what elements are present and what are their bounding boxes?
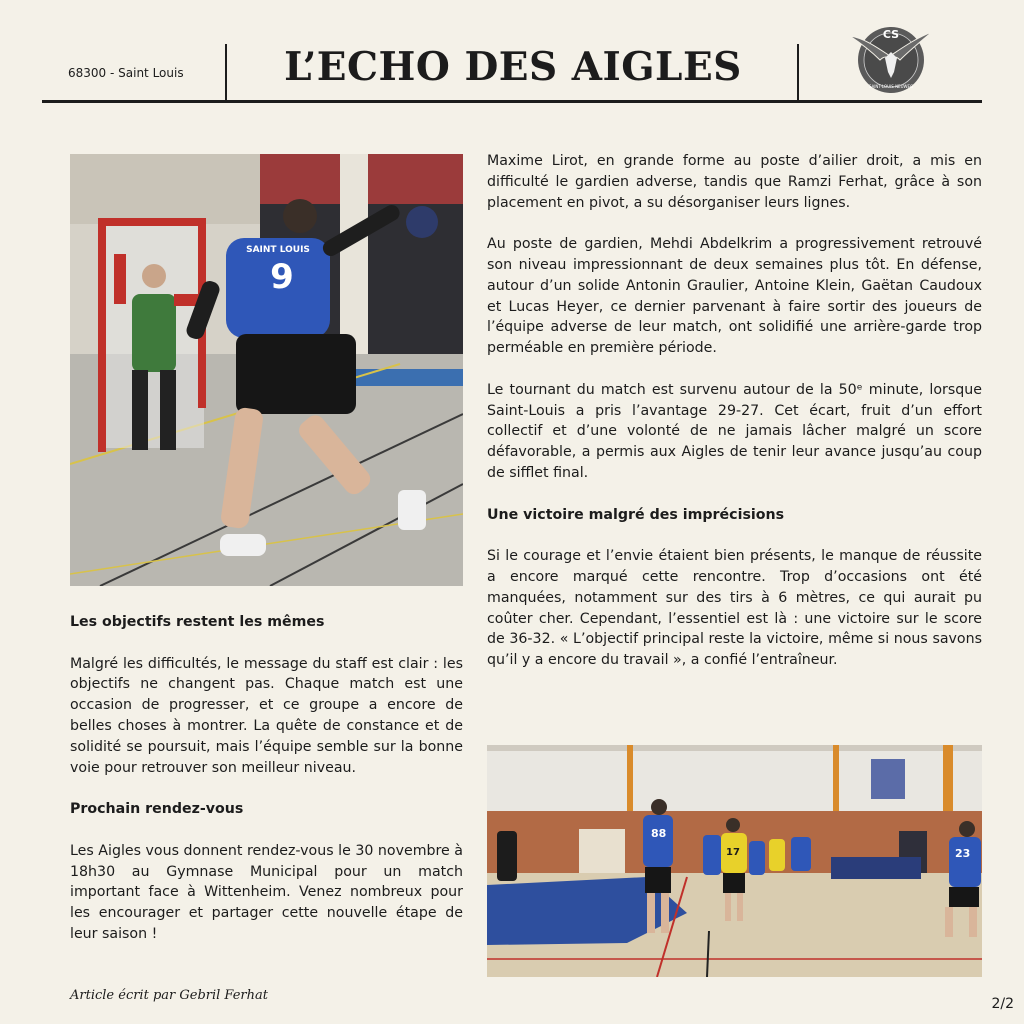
newspaper-title: L’ECHO DES AIGLES [284, 44, 742, 90]
paragraph-victory: Si le courage et l’envie étaient bien présents, le manque de réussite a encore marqué cette rencontre. Trop d’occasions ont été manquées, notamment sur des tirs à 6 mètres, ce qui aurait pu coûter cher. Cependant, l’essentiel est là : une victoire sur le score de 36-32. « L’objectif principal reste la victoire, même si nous savons qu’il y a encore du travail », a confié l’entraîneur. [487, 548, 982, 669]
article-byline: Article écrit par Gebril Ferhat [70, 988, 268, 1003]
paragraph-turning-point: Le tournant du match est survenu autour de la 50ᵉ minute, lorsque Saint-Louis a pris l’avantage 29-27. Cet écart, fruit d’un effort collectif et d’une volonté de ne jamais lâcher malgré un score défavorable, a permis aux Aigles de tenir leur avance jusqu’au coup de sifflet final. [487, 381, 982, 481]
jersey-text: SAINT LOUIS [246, 245, 310, 255]
paragraph-defense: Au poste de gardien, Mehdi Abdelkrim a progressivement retrouvé son niveau impressionnant de deux semaines plus tôt. En défense, autour d’un solide Antonin Graulier, Antoine Klein, Gaëtan Caudoux et Lucas Heyer, ce dernier parvenant à faire sortir des joueurs de l’équipe adverse de leur match, ont solidifié une arrière-garde trop perméable en première période. [487, 236, 982, 357]
photo-match-gym [487, 745, 982, 977]
header-rule [42, 100, 982, 103]
location-label: 68300 - Saint Louis [68, 66, 184, 80]
jersey-number: 9 [270, 257, 294, 297]
heading-victory: Une victoire malgré des imprécisions [487, 506, 785, 523]
left-column [70, 612, 463, 966]
logo-letters: CS [882, 28, 900, 41]
svg-text:88: 88 [651, 827, 667, 840]
svg-text:17: 17 [726, 847, 740, 858]
header-divider-right [797, 44, 799, 101]
right-column [487, 151, 982, 692]
heading-objectives: Les objectifs restent les mêmes [70, 614, 325, 630]
club-logo [850, 22, 932, 96]
paragraph-next-match: Les Aigles vous donnent rendez-vous le 30 novembre à 18h30 au Gymnase Municipal pour un match important face à Wittenheim. Venez nombreux pour les encourager et partager cette nouvelle étape de leur saison ! [70, 842, 463, 942]
paragraph-wingers: Maxime Lirot, en grande forme au poste d’ailier droit, a mis en difficulté le gardien adverse, tandis que Ramzi Ferhat, grâce à son placement en pivot, a su désorganiser leurs lignes. [487, 153, 982, 211]
svg-text:23: 23 [955, 847, 971, 860]
page-number: 2/2 [991, 996, 1014, 1012]
heading-next-match: Prochain rendez-vous [70, 801, 244, 818]
paragraph-objectives: Malgré les difficultés, le message du staff est clair : les objectifs ne changent pas. Chaque match est une occasion de progresser, et ce groupe a encore de belles choses à montrer. La quête de constance et de solidité se poursuit, mais l’équipe semble sur la bonne voie pour retrouver son meilleur niveau. [70, 655, 463, 776]
header-divider-left [225, 44, 227, 101]
logo-ring-text: SAINT-LOUIS NEUWEG [868, 84, 914, 89]
photo-player-shooting [70, 154, 463, 586]
